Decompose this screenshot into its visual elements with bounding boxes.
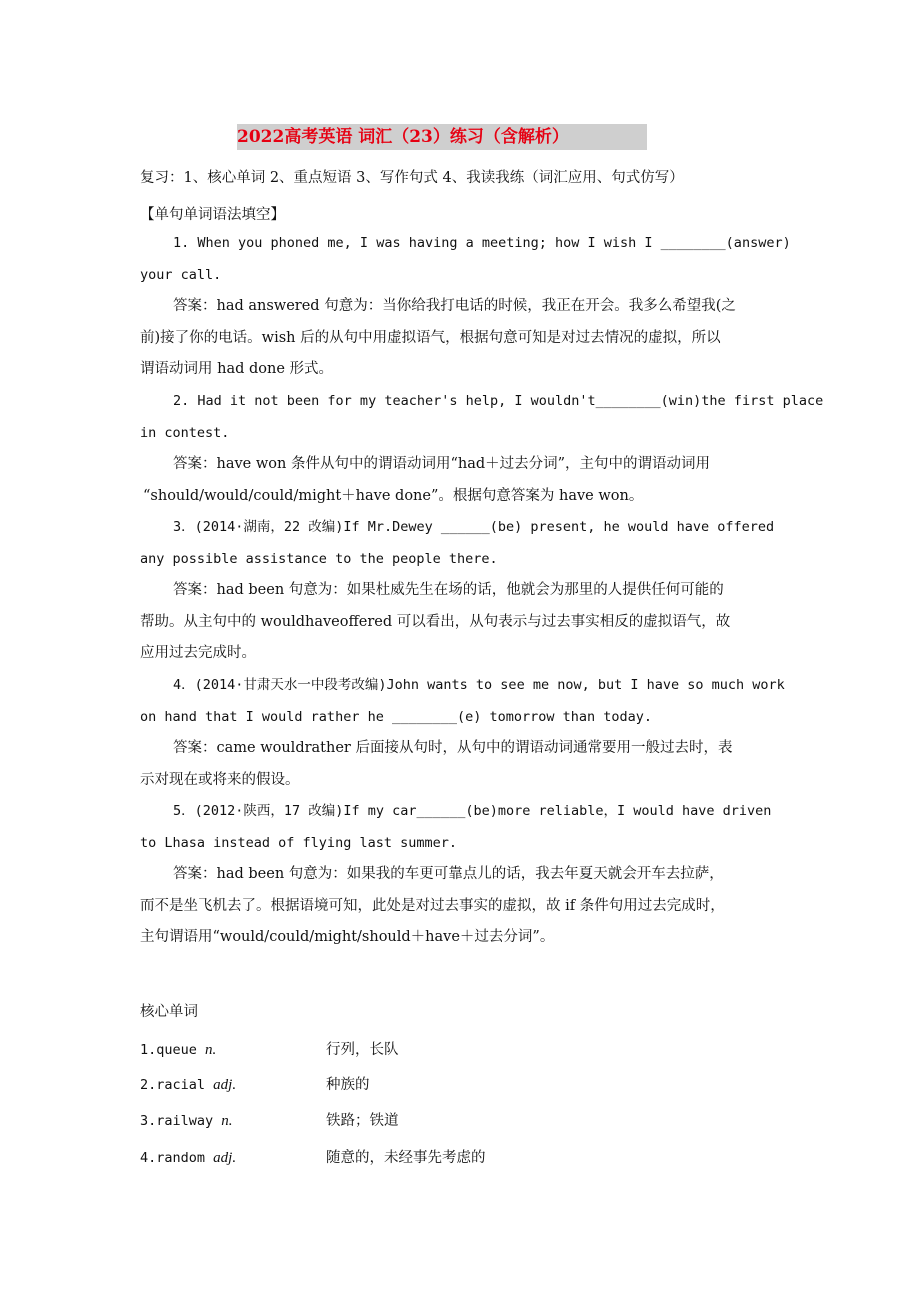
question-5-line-2: to Lhasa instead of flying last summer. bbox=[140, 835, 457, 851]
answer-5-line-2: 而不是坐飞机去了。根据语境可知，此处是对过去事实的虚拟，故 if 条件句用过去完成时， bbox=[140, 898, 725, 914]
question-4-line-2: on hand that I would rather he ________(e) tomorrow than today. bbox=[140, 709, 653, 725]
review-line: 复习：1、核心单词 2、重点短语 3、写作句式 4、我读我练（词汇应用、句式仿写） bbox=[140, 170, 684, 186]
question-5-line-1: 5．(2012·陕西，17 改编)If my car______(be)more reliable，I would have driven bbox=[173, 803, 772, 819]
vocab-definition: 铁路；铁道 bbox=[326, 1113, 399, 1129]
vocab-pos: adj. bbox=[213, 1077, 237, 1093]
question-3-line-2: any possible assistance to the people there. bbox=[140, 551, 498, 567]
vocab-word bbox=[140, 1075, 236, 1095]
vocab-definition: 随意的，未经事先考虑的 bbox=[326, 1150, 486, 1166]
question-1-line-1: 1. When you phoned me, I was having a meeting; how I wish I ________(answer) bbox=[173, 235, 791, 251]
answer-3-line-3: 应用过去完成时。 bbox=[140, 645, 256, 661]
answer-5-line-1: 答案：had been 句意为：如果我的车更可靠点儿的话，我去年夏天就会开车去拉萨， bbox=[173, 866, 724, 882]
question-3-line-1: 3．(2014·湖南，22 改编)If Mr.Dewey ______(be) present, he would have offered bbox=[173, 519, 775, 535]
vocab-word bbox=[140, 1148, 236, 1168]
vocab-word-text: 3.railway bbox=[140, 1113, 214, 1129]
answer-4-line-1: 答案：came wouldrather 后面接从句时，从句中的谓语动词通常要用一般过去时，表 bbox=[173, 740, 733, 756]
vocab-word-text: 2.racial bbox=[140, 1077, 206, 1093]
vocab-pos: n. bbox=[221, 1113, 233, 1129]
question-1-line-2: your call. bbox=[140, 267, 222, 283]
vocab-header: 核心单词 bbox=[140, 1004, 198, 1020]
vocab-word-text: 1.queue bbox=[140, 1042, 197, 1058]
vocab-definition: 行列，长队 bbox=[326, 1042, 399, 1058]
answer-1-line-1: 答案：had answered 句意为：当你给我打电话的时候，我正在开会。我多么希望我(之 bbox=[173, 298, 736, 314]
vocab-pos: adj. bbox=[213, 1150, 237, 1166]
question-2-line-1: 2. Had it not been for my teacher's help, I wouldn't________(win)the first place bbox=[173, 393, 824, 409]
vocab-definition: 种族的 bbox=[326, 1077, 370, 1093]
section-header: 【单句单词语法填空】 bbox=[140, 207, 285, 223]
answer-3-line-2: 帮助。从主句中的 wouldhaveoffered 可以看出，从句表示与过去事实相反的虚拟语气，故 bbox=[140, 614, 731, 630]
question-2-line-2: in contest. bbox=[140, 425, 230, 441]
vocab-word bbox=[140, 1111, 233, 1131]
answer-3-line-1: 答案：had been 句意为：如果杜威先生在场的话，他就会为那里的人提供任何可能的 bbox=[173, 582, 724, 598]
vocab-word-text: 4.random bbox=[140, 1150, 206, 1166]
answer-5-line-3: 主句谓语用“would/could/might/should＋have＋过去分词”。 bbox=[140, 929, 555, 945]
vocab-pos: n. bbox=[205, 1042, 217, 1058]
answer-1-line-3: 谓语动词用 had done 形式。 bbox=[140, 361, 334, 377]
answer-2-line-1: 答案：have won 条件从句中的谓语动词用“had＋过去分词”，主句中的谓语动词用 bbox=[173, 456, 711, 472]
question-4-line-1: 4．(2014·甘肃天水一中段考改编)John wants to see me now, but I have so much work bbox=[173, 677, 785, 693]
answer-2-line-2: “should/would/could/might＋have done”。根据句意答案为 have won。 bbox=[143, 488, 644, 504]
vocab-word bbox=[140, 1040, 216, 1060]
page-title: 2022高考英语 词汇（23）练习（含解析） bbox=[237, 124, 647, 150]
answer-1-line-2: 前)接了你的电话。wish 后的从句中用虚拟语气，根据句意可知是对过去情况的虚拟，所以 bbox=[140, 330, 721, 346]
answer-4-line-2: 示对现在或将来的假设。 bbox=[140, 772, 300, 788]
